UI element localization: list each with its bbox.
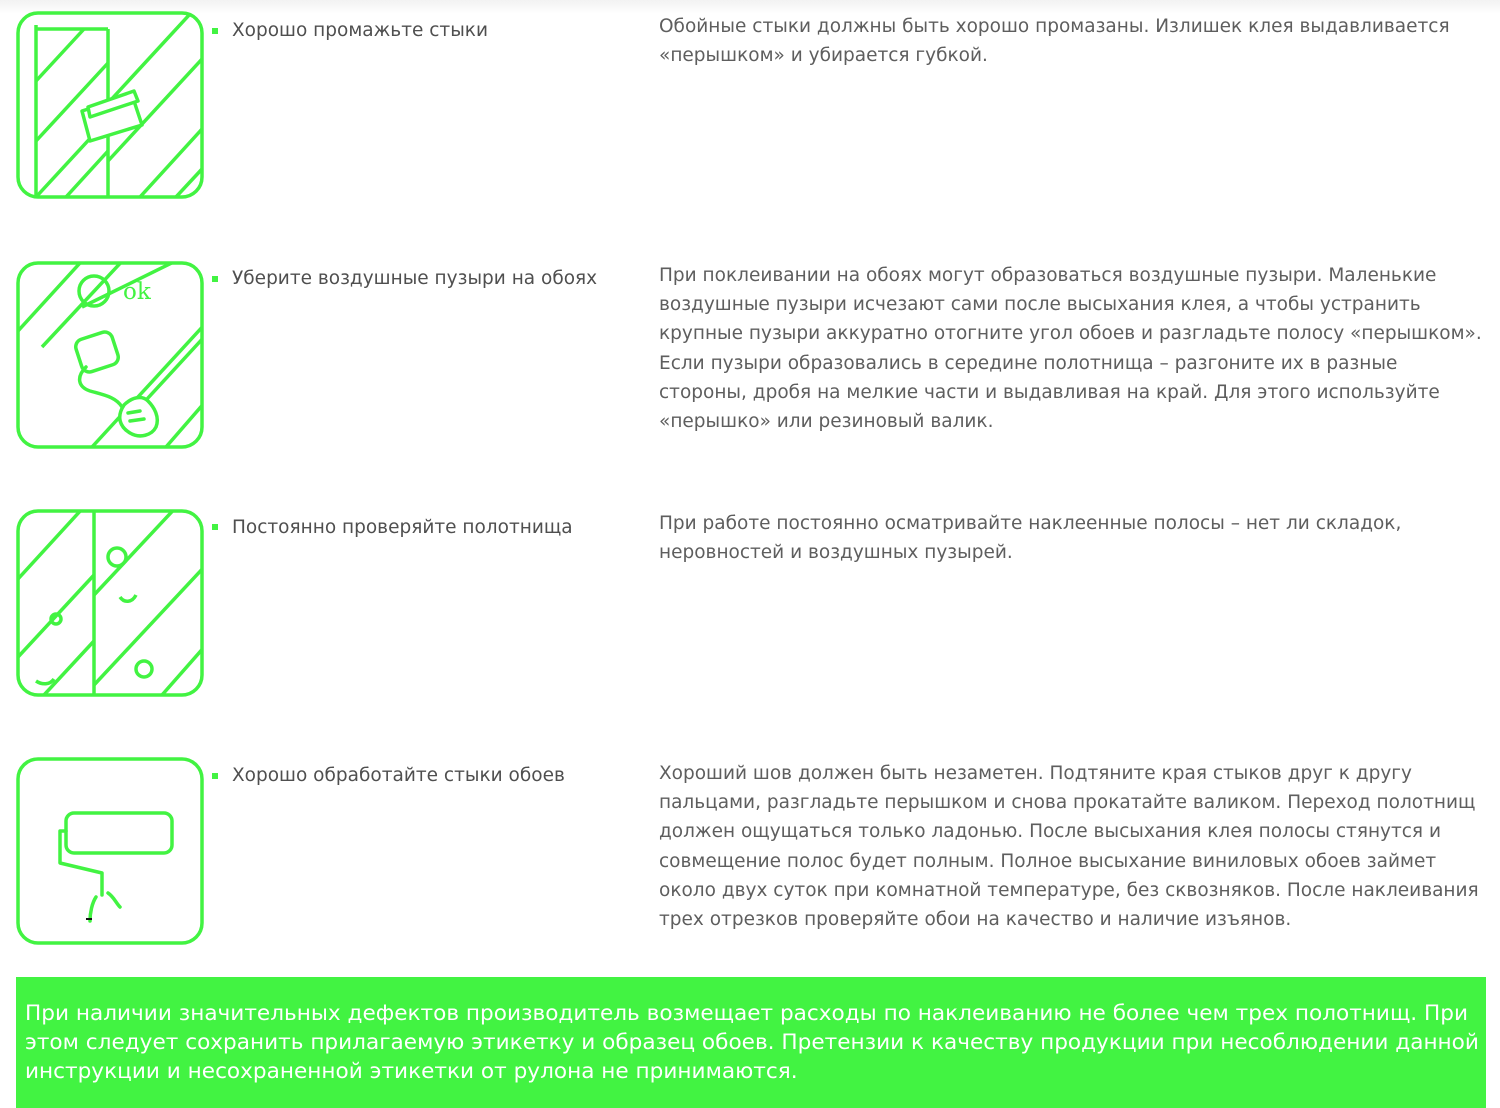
- wallpaper-seam-brush-icon: [16, 11, 204, 199]
- air-bubble-roller-icon: [16, 261, 204, 449]
- list-bullet: [212, 524, 218, 530]
- ok-label: ok: [123, 279, 151, 305]
- step-title: Постоянно проверяйте полотнища: [232, 517, 573, 538]
- paint-roller-icon: [16, 757, 204, 945]
- warning-text: При наличии значительных дефектов производитель возмещает расходы по наклеиванию не более чем трех полотнищ. При этом следует сохранить прилагаемую этикетку и образец обоев. Претензии к качеству продукции при несоблюдении данной инструкции и несохраненной этикетки от рулона не принимаются.: [25, 1001, 1479, 1085]
- step-description: При поклеивании на обоях могут образоваться воздушные пузыри. Маленькие воздушные пузыри исчезают сами после высыхания клея, а чтобы устранить крупные пузыри аккуратно отогните угол обоев и разгладьте полосу «перышком». Если пузыри образовались в середине полотнища – разгоните их в разные стороны, дробя на мелкие части и выдавливая на край. Для этого используйте «перышко» или резиновый валик.: [659, 265, 1482, 433]
- step-title: Хорошо обработайте стыки обоев: [232, 765, 565, 786]
- warning-banner: [16, 977, 1486, 1108]
- check-strips-icon: [16, 509, 204, 697]
- list-bullet: [212, 28, 218, 34]
- list-bullet: [212, 276, 218, 282]
- list-bullet: [212, 773, 218, 779]
- step-title: Уберите воздушные пузыри на обоях: [232, 268, 598, 289]
- step-description: Хороший шов должен быть незаметен. Подтяните края стыков друг к другу пальцами, разгладьте перышком и снова прокатайте валиком. Переход полотнищ должен ощущаться только ладонью. После высыхания клея полосы стянутся и совмещение полос будет полным. Полное высыхание виниловых обоев займет около двух суток при комнатной температуре, без сквозняков. После наклеивания трех отрезков проверяйте обои на качество и наличие изъянов.: [659, 763, 1479, 931]
- step-description: Обойные стыки должны быть хорошо промазаны. Излишек клея выдавливается «перышком» и убирается губкой.: [659, 16, 1450, 67]
- step-description: При работе постоянно осматривайте наклеенные полосы – нет ли складок, неровностей и воздушных пузырей.: [659, 513, 1402, 564]
- step-title: Хорошо промажьте стыки: [232, 20, 488, 41]
